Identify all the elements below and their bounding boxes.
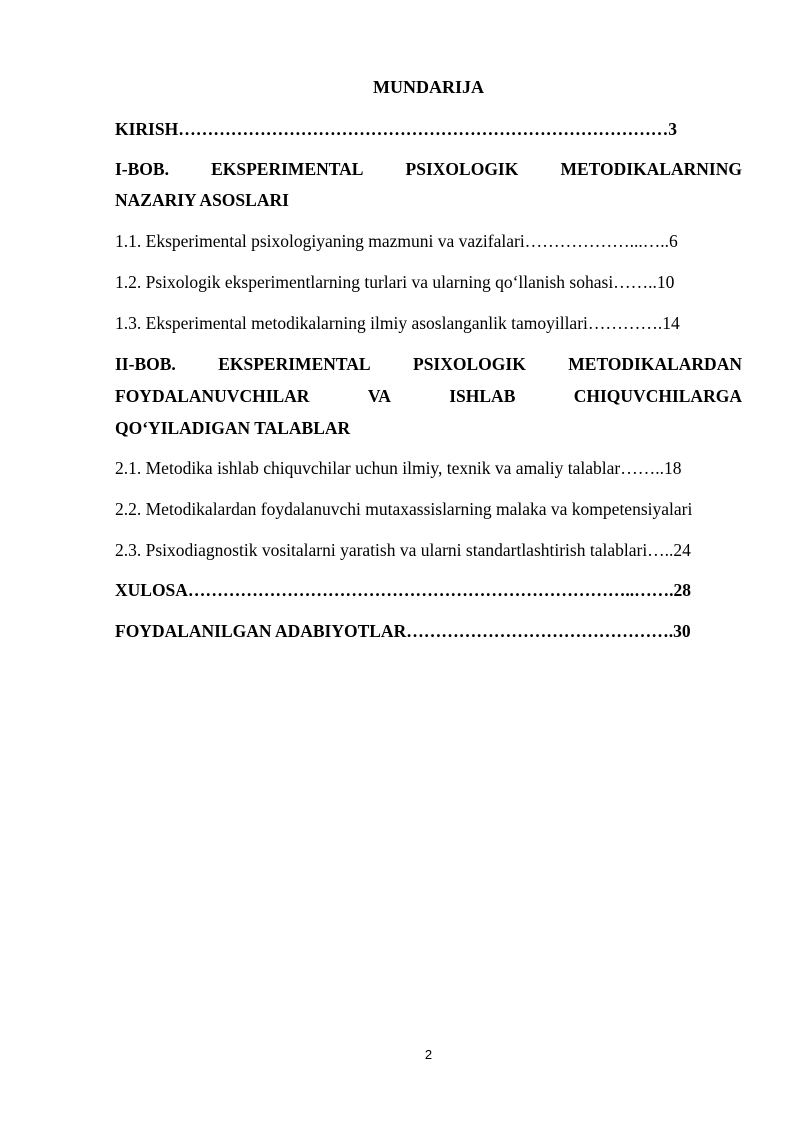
- toc-chapter2-line3: QO‘YILADIGAN TALABLAR: [115, 418, 351, 438]
- toc-section-1-1: 1.1. Eksperimental psixologiyaning mazmuni va vazifalari………………...…..6: [115, 231, 678, 251]
- toc-chapter2-word: II-BOB.: [115, 354, 176, 374]
- toc-chapter2-word: ISHLAB: [449, 386, 516, 406]
- toc-entry-kirish: KIRISH…………………………………………………………………………3: [115, 119, 677, 139]
- toc-chapter1-line1: [115, 157, 742, 181]
- toc-section-2-3: 2.3. Psixodiagnostik vositalarni yaratish va ularni standartlashtirish talablari…..24: [115, 540, 691, 560]
- toc-section-2-2: 2.2. Metodikalardan foydalanuvchi mutaxassislarning malaka va kompetensiyalari: [115, 499, 693, 519]
- toc-section-1-3: 1.3. Eksperimental metodikalarning ilmiy asoslanganlik tamoyillari………….14: [115, 313, 680, 333]
- page-number: 2: [424, 1047, 433, 1062]
- toc-section-1-2: 1.2. Psixologik eksperimentlarning turlari va ularning qo‘llanish sohasi……..10: [115, 272, 675, 292]
- toc-chapter2-word: METODIKALARDAN: [568, 354, 742, 374]
- toc-chapter1-word: EKSPERIMENTAL: [211, 159, 364, 179]
- toc-title: MUNDARIJA: [373, 77, 484, 97]
- toc-entry-xulosa: XULOSA…………………………………………………………………..…….28: [115, 580, 692, 600]
- toc-chapter2-word: CHIQUVCHILARGA: [573, 386, 742, 406]
- toc-section-2-1: 2.1. Metodika ishlab chiquvchilar uchun ilmiy, texnik va amaliy talablar……..18: [115, 458, 682, 478]
- toc-chapter2-line1: [115, 352, 742, 376]
- toc-chapter2-word: EKSPERIMENTAL: [218, 354, 371, 374]
- toc-chapter2-word: VA: [367, 386, 391, 406]
- toc-chapter1-word: I-BOB.: [115, 159, 169, 179]
- toc-chapter1-word: PSIXOLOGIK: [405, 159, 519, 179]
- toc-chapter2-word: FOYDALANUVCHILAR: [115, 386, 310, 406]
- toc-chapter2-word: PSIXOLOGIK: [413, 354, 526, 374]
- toc-chapter2-line2: [115, 384, 742, 408]
- toc-chapter1-word: METODIKALARNING: [560, 159, 742, 179]
- toc-entry-adabiyotlar: FOYDALANILGAN ADABIYOTLAR……………………………………….30: [115, 621, 691, 641]
- toc-chapter1-line2: NAZARIY ASOSLARI: [115, 190, 289, 210]
